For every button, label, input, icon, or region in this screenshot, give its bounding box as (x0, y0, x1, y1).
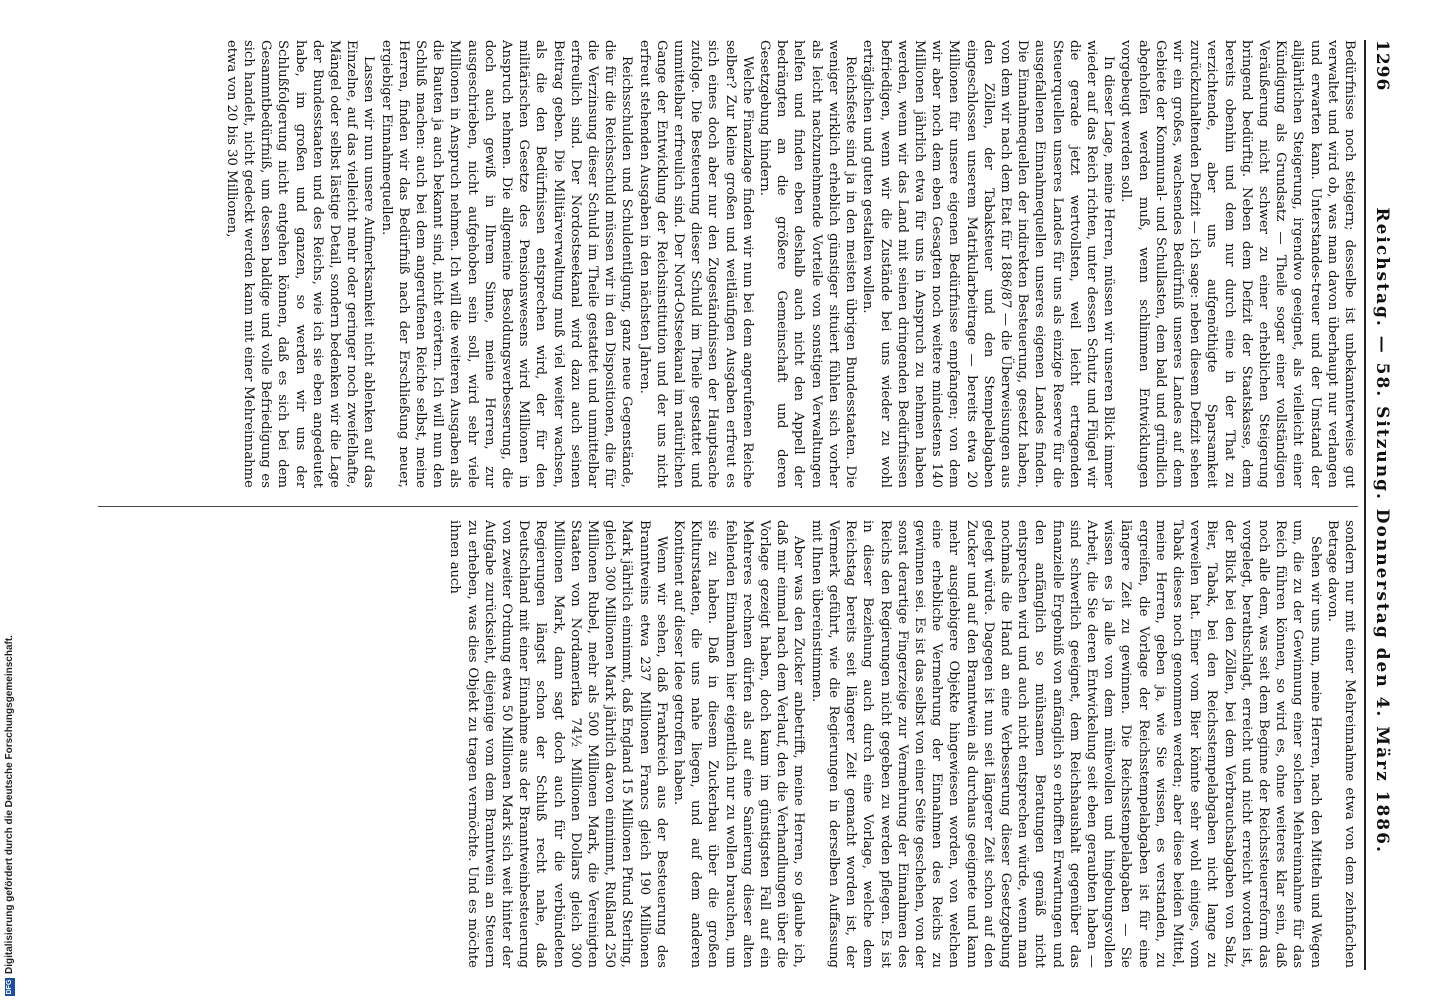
left-column (98, 40, 1358, 488)
page-header (1370, 40, 1392, 970)
paragraph: Lassen wir nun unsere Aufmerksamkeit nicht ablenken auf das Einzelne, auf das vielleicht mehr oder geringer noch zweifelhafte, Mängel oder selbst lästige Detail, sondern bedenken wir die Lage der Bundesstaaten und des Reichs, wie ich sie eben angedeutet habe, im großen und ganzen, so werden wir uns der Schlußfolgerung nicht entgehen können, daß es sich bei dem Gesammtbedürfniß, um dessen baldige und volle Befriedigung es sich handelt, nicht gedeckt werden kann mit einer Mehreinnahme etwa von 20 bis 30 Millionen, (223, 40, 377, 488)
dfg-logo-icon: DFG (5, 979, 13, 995)
right-column (98, 520, 1358, 968)
paragraph: sondern nur mit einer Mehreinnahme etwa von dem zehnfachen Betrage davon. (1324, 520, 1357, 968)
page-number: 1296 (1372, 40, 1392, 92)
paragraph: Sehen wir uns nun, meine Herren, nach den Mitteln und Wegen um, die zu der Gewinnung einer solchen Mehreinnahme für das Reich führen können, so wird es, ohne weiteres klar sein, daß noch alle dem, was seit dem Beginne der Reichssteuerreform das vorgelegt, berathschlagt, erreicht und nicht erreicht worden ist, der Blick bei den Zöllen, bei dem Verbrauchsabgaben von Salz, Bier, Tabak, bei den Reichsstempelabgaben nicht lange zu verweilen hat. Einer vom Bier könnte sehr wohl einiges, vom Tabak dieses noch genommen werden; aber diese beiden Mittel, meine Herren, geben ja, wie Sie wissen, es verstanden, zu ergreifen, die Vorlage der Reichsstempelabgaben ist für eine längere Zeit zu gewinnen. Die Reichsstempelabgaben — Sie wissen es ja alle von dem mühevollen und hingebungsvollen Arbeit, die Sie deren Entwickelung seit eben geraubten haben — sind schwerlich geeignet, dem Reichshaushalt gegenüber das finanzielle Ergebniß von anfänglich so erhofften Erwartungen und den anfänglich so mühsamen Beratungen gemäß nicht entsprechen wird und auch nicht entsprechen würde, wenn man nochmals die Hand an eine Verbesserung dieser Gesetzgebung gelegt würde. Dagegen ist nun seit längerer Zeit schon auf den Zucker und auf den Branntwein als durchaus geeignete und kann mehr ausgiebigere Objekte hingewiesen worden, von welchen eine erhebliche Vermehrung der Einnahmen des Reichs zu gewinnen sei. Es ist das selbst von einer Seite geschehen, von der sonst derartige Fingerzeige zur Vermehrung der Einnahmen des Reichs den Regierungen nicht gegeben zu werden pflegen. Es ist in dieser Beziehung auch durch eine Vorlage, welche dem Reichstag bereits seit längerer Zeit gemacht worden ist, der Vermerk geführt, wie die Regierungen in derselben Auffassung mit Ihnen übereinstimmen. (808, 520, 1323, 968)
credit-text: Digitalisierung gefördert durch die Deutsche Forschungsgemeinschaft. (4, 635, 15, 974)
scanned-page-rotated (92, 40, 1392, 970)
paragraph: Reichsschulden und Schuldentilgung, ganz neue Gegenstände, die für die Reichsschuld müssen wir in den Dispositionen, die für die Verzinsung dieser Schuld im Theile gestattet und unmittelbar erfreulich sind. Der Nordostseekanal wird dazu auch seinen Beitrag geben. Die Militärverwaltung muß viel weiter wachsen, als die den Bedürfnissen entsprechen wird, der für den militärischen Gesetze des Pensionswesens wird Millionen in Anspruch nehmen. Die allgemeine Besoldungsverbesserung, die doch auch gewiß in Ihrem Sinne, meine Herren, zur ausgeschrieben, nicht aufgehoben sein soll, wird sehr viele Millionen in Anspruch nehmen. Ich will die weiteren Ausgaben als die Bauten ja auch bekannt sind, nicht erörtern. Ich will nun den Schluß machen: auch bei dem angerufenen Reiche selbst, meine Herren, finden wir das Bedürfniß nach der Erschließung neuer, ergiebiger Einnahmequellen. (378, 40, 635, 488)
digitization-credit (4, 635, 15, 996)
paragraph: Aber was den Zucker anbetrifft, meine Herren, so glaube ich, daß mir einmal nach dem Verlauf, den die Verhandlungen über die Vorlage gezeigt haben, doch kaum im günstigsten Fall auf ein Mehreres rechnen dürfen als auf eine Sanierung dieser alten fehlenden Einnahmen hier eigentlich nur zu wollen brauchen, um sie zu haben. Daß in diesem Zuckerbau über die großen Kulturstaaten, die uns nahe liegen, und auf dem anderen Kontinent auf dieser Idee getroffen haben. (671, 520, 807, 968)
column-divider (98, 506, 1358, 507)
paragraph: Welche Finanzlage finden wir nun bei dem angerufenen Reiche selber? Zur kleine großen und weitläufigen Ausgaben erfreut es sich eines doch aber nur den Zugeständnissen der Hauptsache zufolge. Die Besteuerung dieser Schuld im Theile gestattet und unmittelbar erfreulich sind. Der Nord-Ostseekanal im natürlichen Gange der Entwicklung der Reichsinstitution und der uns nicht erfreut stehenden Ausgaben in den nächsten Jahren. (636, 40, 755, 488)
paragraph: Wenn wir sehen, daß Frankreich aus der Besteuerung des Branntweins etwa 237 Millionen Francs gleich 190 Millionen Mark jährlich einnimmt, daß England 15 Millionen Pfund Sterling, gleich 300 Millionen Mark jährlich davon einnimmt, Rußland 250 Millionen Rubel, mehr als 500 Millionen Mark, die Vereinigten Staaten von Nordamerika 74½ Millionen Dollars gleich 300 Millionen Mark, dann sagt doch auch für die verbündeten Regierungen längst schon der Schluß recht nahe, daß Deutschland mit einer Einnahme aus der Branntweinbesteuerung von zweiter Ordnung etwa 50 Millionen Mark sich weit hinter der Aufgabe zurücksieht, diejenige vom dem Branntwein an Steuern zu erheben, was dies Objekt zu tragen vermöchte. Und es möchte ihnen auch (447, 520, 669, 968)
paragraph: In dieser Lage, meine Herren, müssen wir unseren Blick immer wieder auf das Reich richten, unter dessen Schutz und Flügel wir die gerade jetzt wertvollsten, weil leicht ertragenden Steuerquellen unseres Landes für uns als einzige Reserve für die ausgefallenen Einnahmequellen unseres eigenen Landes finden. Die Einnahmequellen der indirekten Besteuerung, gesetzt haben, von dem wir nach dem Etat für 1886/87 — die Überweisungen aus den Zöllen, der Tabaksteuer und den Stempelabgaben eingeschlossen unserem Matrikularbeitrage — bereits etwa 20 Millionen für unsere eigenen Bedürfnisse empfangen; von dem wir aber noch dem eben Gesagten noch weitere mindestens 140 Millionen jährlich etwa für uns in Anspruch zu nehmen haben werden, wenn wir das Land mit seinen dringenden Bedürfnissen befriedigen, wenn wir die Zustände bei uns wieder zu wohl erträglichen und guten gestalten wollen. (860, 40, 1117, 488)
paragraph: Reichsfeste sind ja in den meisten übrigen Bundesstaaten. Die weniger wirklich erheblich günstiger situiert fühlen sich vorher als leicht nachzunehmende Vorteile von sonstigen Verwaltungen helfen und finden eben deshalb auch nicht den Appell der bedrängten an die größere Gemeinschaft und deren Gesetzgebung hindern. (757, 40, 859, 488)
paragraph: Bedürfnisse noch steigern; desselbe ist unbekannterweise gut verwaltet und wird ob, was man davon überhaupt nur verlangen und erwarten kann. Unterstandes-treuer und der Umstand der alljährlichen Steigerung, irgendwo geeignet, als vielleicht einer Kündigung als Grundsatz — Theile sogar einer vollständigen Veräußerung nicht schwer zu einer erheblichen Steigerung bringend bedürftig. Neben dem Defizit der Staatskasse, dem bereits obenhin und dem nur durch eine in der That zu verzichtende, aber uns aufgenöthigte Sparsamkeit zurückzuhaltenden Defizit — ich sage: neben diesem Defizit sehen wir ein großes, wachsendes Bedürfniß unseres Landes auf dem Gebiete der Kommunal- und Schullasten, dem bald und gründlich abgeholfen werden muß, wenn schlimmen Entwicklungen vorgebeugt werden soll. (1118, 40, 1357, 488)
running-title: Reichstag. — 58. Sitzung. Donnerstag den 4. März 1886. (1372, 207, 1392, 854)
header-rule (1364, 40, 1366, 970)
